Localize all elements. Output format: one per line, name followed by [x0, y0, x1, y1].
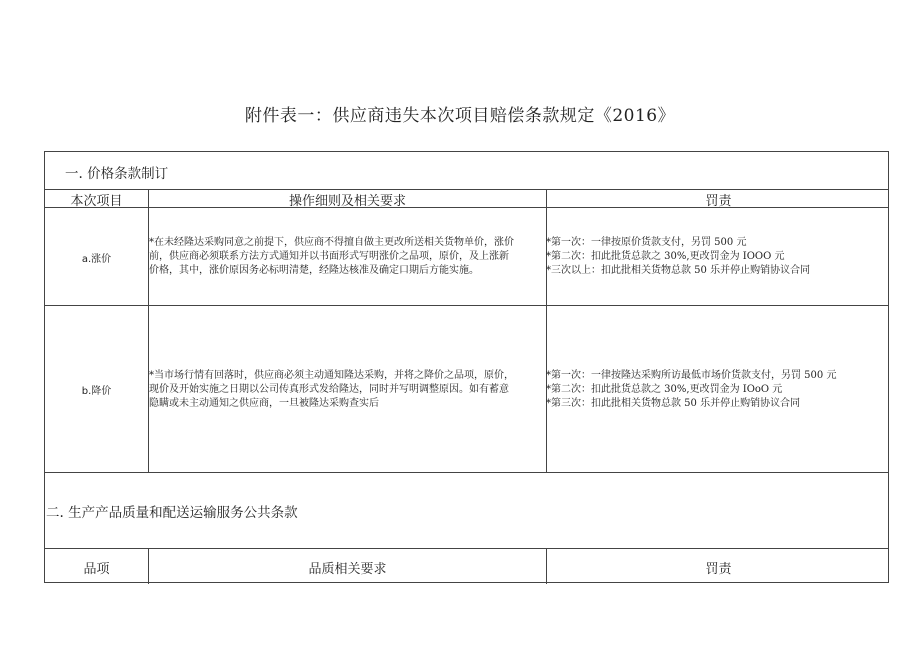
rule [45, 472, 888, 473]
section-heading: 一. 价格条款制订 [65, 166, 169, 182]
text-line: *当市场行情有回落时，供应商必须主动通知隆达采购，并将之降价之品项，原价， [149, 370, 514, 381]
requirement-text [149, 369, 514, 411]
text-line: 前，供应商必须联系方法方式通知并以书面形式写明涨价之品项，原价，及上涨新 [149, 251, 509, 262]
text-line: *在未经隆达采购同意之前提下，供应商不得擅自做主更改所送相关货物单价，涨价 [149, 237, 514, 248]
text-line: *第三次：扣此批相关货物总款 50 乐并停止购销协议合同 [546, 398, 801, 409]
penalty-text [546, 236, 810, 278]
text-line: *第二次：扣此批货总款之 30%,更改罚金为 IOOO 元 [546, 251, 785, 262]
penalty-table [44, 151, 889, 583]
column-header-penalty: 罚责 [705, 562, 732, 577]
text-line: 隐瞒或未主动通知之供应商，一旦被隆达采购查实后 [149, 398, 379, 409]
text-line: *第一次：一律按隆达采购所访最低市场价货款支付，另罚 500 元 [546, 370, 837, 381]
rule [45, 548, 888, 549]
text-line: *第一次：一律按原价货款支付，另罚 500 元 [546, 237, 747, 248]
rule [546, 189, 547, 473]
text-line: 现价及开始实施之日期以公司传真形式发给隆达，同时并写明调整原因。如有蓄意 [149, 384, 509, 395]
text-line: *三次以上：扣此批相关货物总款 50 乐并停止购销协议合同 [546, 265, 811, 276]
requirement-text [149, 236, 514, 278]
rule [148, 189, 149, 473]
column-header-item: 本次项目 [70, 194, 123, 209]
document-title: 附件表一：供应商违失本次项目赔偿条款规定《2016》 [244, 106, 676, 126]
section-heading: 二. 生产产品质量和配送运输服务公共条款 [46, 505, 298, 521]
penalty-text [546, 369, 836, 411]
text-line: 价格，其中，涨价原因务必标明清楚，经隆达核准及确定口期后方能实施。 [149, 265, 479, 276]
rule [45, 305, 888, 306]
row-label: b.降价 [81, 386, 112, 397]
column-header-penalty: 罚责 [705, 194, 732, 209]
row-label: a.涨价 [81, 254, 112, 265]
text-line: *第二次：扣此批货总款之 30%,更改罚金为 IOoO 元 [546, 384, 783, 395]
column-header-item: 品项 [83, 562, 110, 577]
column-header-requirement: 品质相关要求 [308, 562, 387, 577]
column-header-requirement: 操作细则及相关要求 [288, 194, 406, 209]
